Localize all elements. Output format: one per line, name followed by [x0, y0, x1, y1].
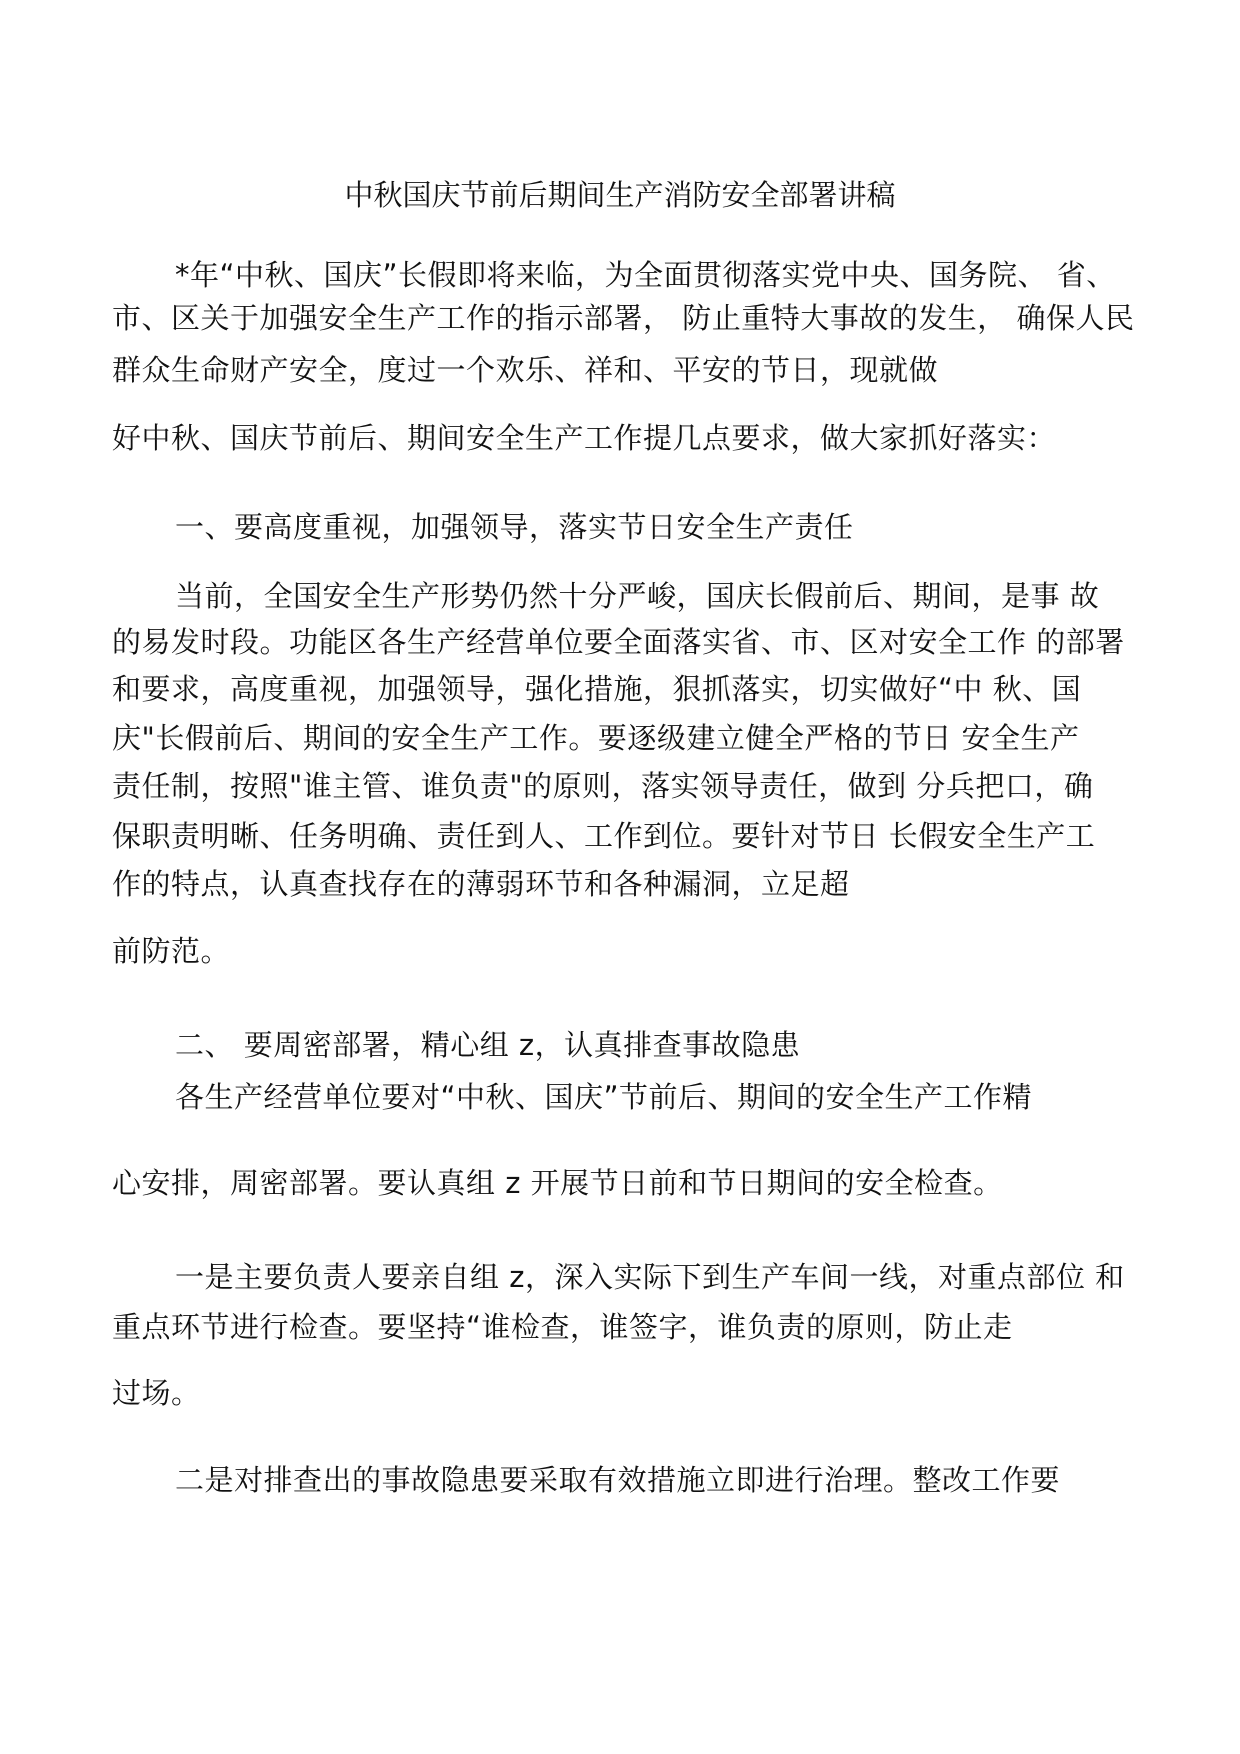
paragraph-line-10: 责任制，按照"谁主管、谁负责"的原则，落实领导责任，做到 分兵把口，确 [112, 769, 1094, 803]
paragraph-line-17: 一是主要负责人要亲自组 z，深入实际下到生产车间一线，对重点部位 和 [175, 1260, 1125, 1294]
paragraph-line-3: 群众生命财产安全，度过一个欢乐、祥和、平安的节日，现就做 [112, 353, 939, 387]
paragraph-line-18: 重点环节进行检查。要坚持“谁检查，谁签字，谁负责的原则，防止走 [112, 1310, 1013, 1344]
paragraph-line-6: 当前，全国安全生产形势仍然十分严峻，国庆长假前后、期间，是事 故 [175, 579, 1100, 613]
paragraph-line-9: 庆"长假前后、期间的安全生产工作。要逐级建立健全严格的节日 安全生产 [112, 721, 1080, 755]
paragraph-line-7: 的易发时段。功能区各生产经营单位要全面落实省、市、区对安全工作 的部署 [112, 625, 1125, 659]
paragraph-line-13: 前防范。 [112, 934, 231, 968]
section-heading-2: 二、 要周密部署，精心组 z，认真排查事故隐患 [175, 1028, 801, 1062]
paragraph-line-19: 过场。 [112, 1376, 201, 1410]
paragraph-line-15: 各生产经营单位要对“中秋、国庆”节前后、期间的安全生产工作精 [175, 1080, 1033, 1114]
paragraph-line-2: 市、区关于加强安全生产工作的指示部署， 防止重特大事故的发生， 确保人民 [112, 301, 1135, 335]
paragraph-line-16: 心安排，周密部署。要认真组 z 开展节日前和节日期间的安全检查。 [112, 1166, 1003, 1200]
paragraph-line-11: 保职责明晰、任务明确、责任到人、工作到位。要针对节日 长假安全生产工 [112, 819, 1096, 853]
paragraph-line-1: *年“中秋、国庆”长假即将来临，为全面贯彻落实党中央、国务院、 省、 [175, 258, 1116, 292]
document-title: 中秋国庆节前后期间生产消防安全部署讲稿 [344, 178, 896, 212]
paragraph-line-4: 好中秋、国庆节前后、期间安全生产工作提几点要求，做大家抓好落实： [112, 421, 1057, 455]
paragraph-line-20: 二是对排查出的事故隐患要采取有效措施立即进行治理。整改工作要 [175, 1463, 1061, 1497]
paragraph-line-12: 作的特点，认真查找存在的薄弱环节和各种漏洞，立足超 [112, 867, 850, 901]
paragraph-line-8: 和要求，高度重视，加强领导，强化措施，狠抓落实，切实做好“中 秋、国 [112, 672, 1082, 706]
section-heading-1: 一、要高度重视，加强领导，落实节日安全生产责任 [175, 510, 854, 544]
